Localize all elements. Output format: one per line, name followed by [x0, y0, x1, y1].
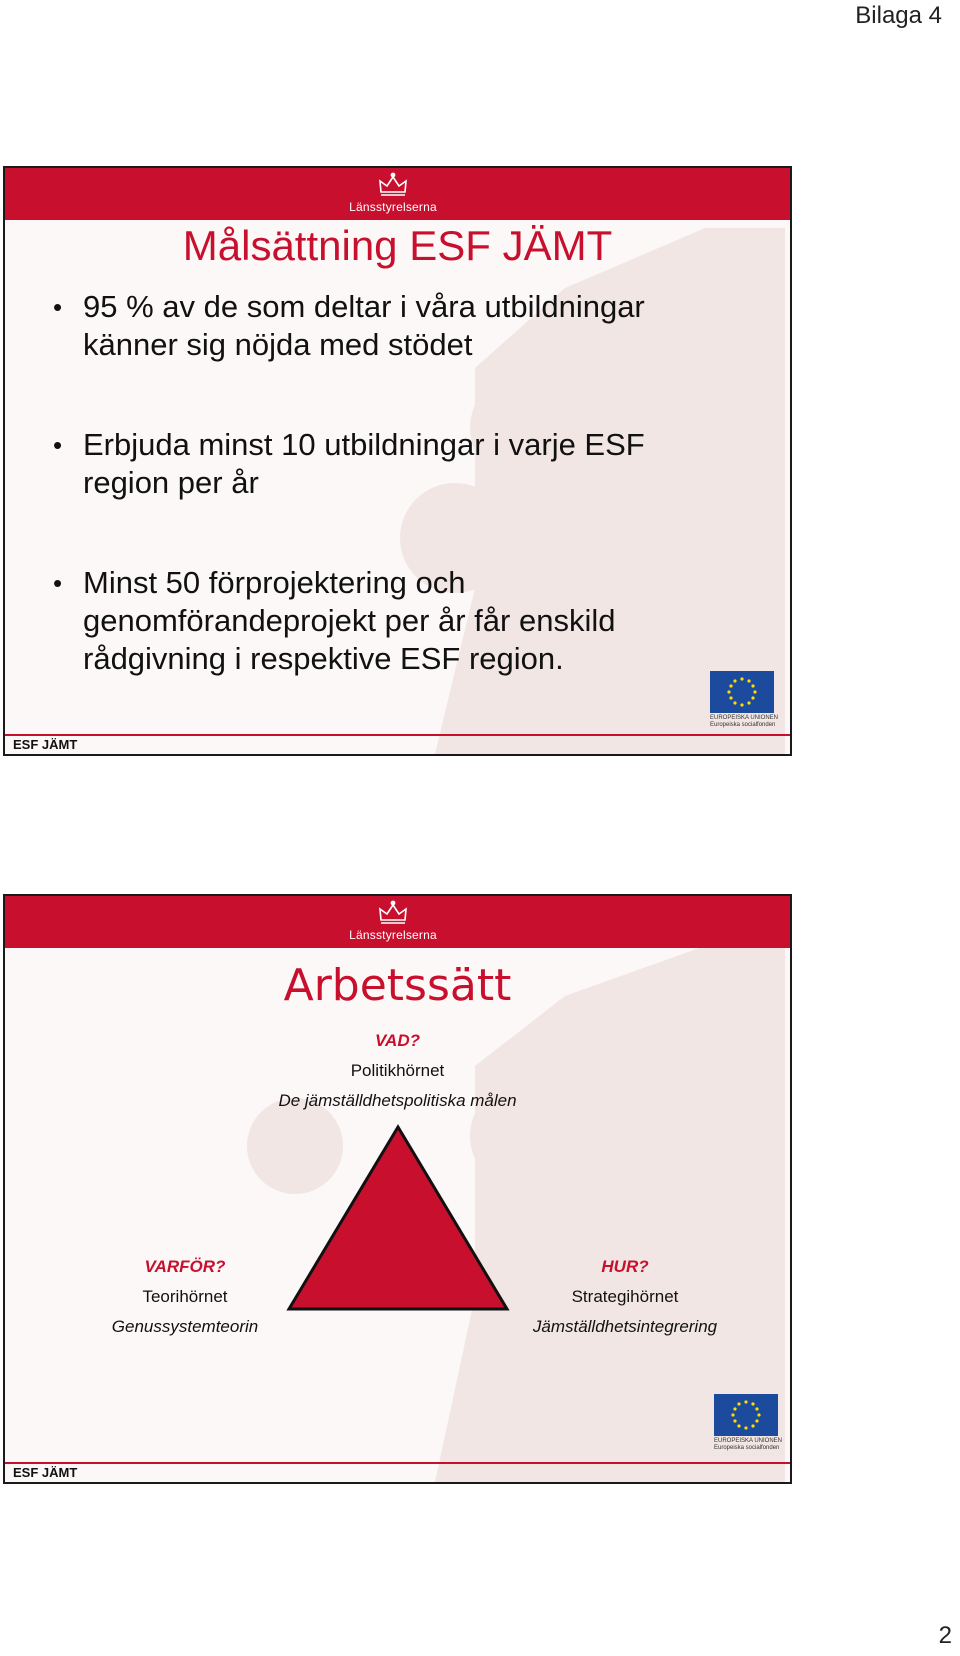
slide-title: Målsättning ESF JÄMT: [182, 222, 613, 269]
lansstyrelserna-logo: [343, 172, 443, 218]
corner-subtitle: Jämställdhetsintegrering: [532, 1317, 718, 1336]
bullet-line: region per år: [83, 465, 259, 500]
corner-name: Teorihörnet: [142, 1287, 228, 1306]
bullet-line: Minst 50 förprojektering och: [83, 565, 466, 600]
bullet-dot: •: [53, 292, 63, 322]
logo-text: Länsstyrelserna: [349, 928, 437, 942]
triangle-diagram: [285, 1124, 511, 1312]
eu-flag-icon: [714, 1394, 778, 1436]
corner-subtitle: Genussystemteorin: [111, 1317, 259, 1336]
bullet-dot: •: [53, 430, 63, 460]
bullet-line: känner sig nöjda med stödet: [83, 327, 473, 362]
slide-malsattning: [3, 166, 792, 756]
crown-icon: [377, 172, 409, 198]
bullet-line: genomförandeprojekt per år får enskild: [83, 603, 616, 638]
corner-name: Strategihörnet: [571, 1287, 679, 1306]
left-corner-label: [85, 1252, 285, 1342]
eu-label-line: EUROPEISKA UNIONEN: [710, 715, 779, 721]
eu-label: [714, 1438, 784, 1452]
bullet-item: [49, 288, 749, 364]
bullet-list: [49, 288, 749, 740]
bullet-line: rådgivning i respektive ESF region.: [83, 641, 564, 676]
eu-label-line: Europeiska socialfonden: [714, 1445, 780, 1451]
eu-flag-icon: [710, 671, 774, 713]
eu-label-line: EUROPEISKA UNIONEN: [714, 1438, 783, 1444]
footer-label: ESF JÄMT: [13, 737, 78, 752]
corner-name: Politikhörnet: [350, 1061, 445, 1080]
logo-text: Länsstyrelserna: [349, 200, 437, 214]
eu-label: [710, 715, 780, 729]
crown-icon: [377, 900, 409, 926]
bullet-item: [49, 426, 749, 502]
page-number: 2: [938, 1622, 952, 1649]
slide-arbetssatt: [3, 894, 792, 1484]
corner-question: VARFÖR?: [144, 1257, 226, 1276]
corner-subtitle: De jämställdhetspolitiska målen: [278, 1091, 517, 1110]
top-corner-label: [225, 1026, 570, 1116]
corner-question: VAD?: [374, 1031, 420, 1050]
corner-question: HUR?: [601, 1257, 649, 1276]
lansstyrelserna-logo: [343, 900, 443, 946]
footer-divider: [5, 1462, 790, 1464]
footer-divider: [5, 734, 790, 736]
bullet-line: Erbjuda minst 10 utbildningar i varje ESF: [83, 427, 645, 462]
footer-label: ESF JÄMT: [13, 1465, 78, 1480]
page-header: Bilaga 4: [855, 2, 942, 29]
eu-label-line: Europeiska socialfonden: [710, 722, 776, 728]
bullet-dot: •: [53, 568, 63, 598]
right-corner-label: [520, 1252, 730, 1342]
slide-title: Arbetssätt: [283, 960, 512, 1011]
bullet-item: [49, 564, 749, 678]
bullet-line: 95 % av de som deltar i våra utbildningar: [83, 289, 645, 324]
